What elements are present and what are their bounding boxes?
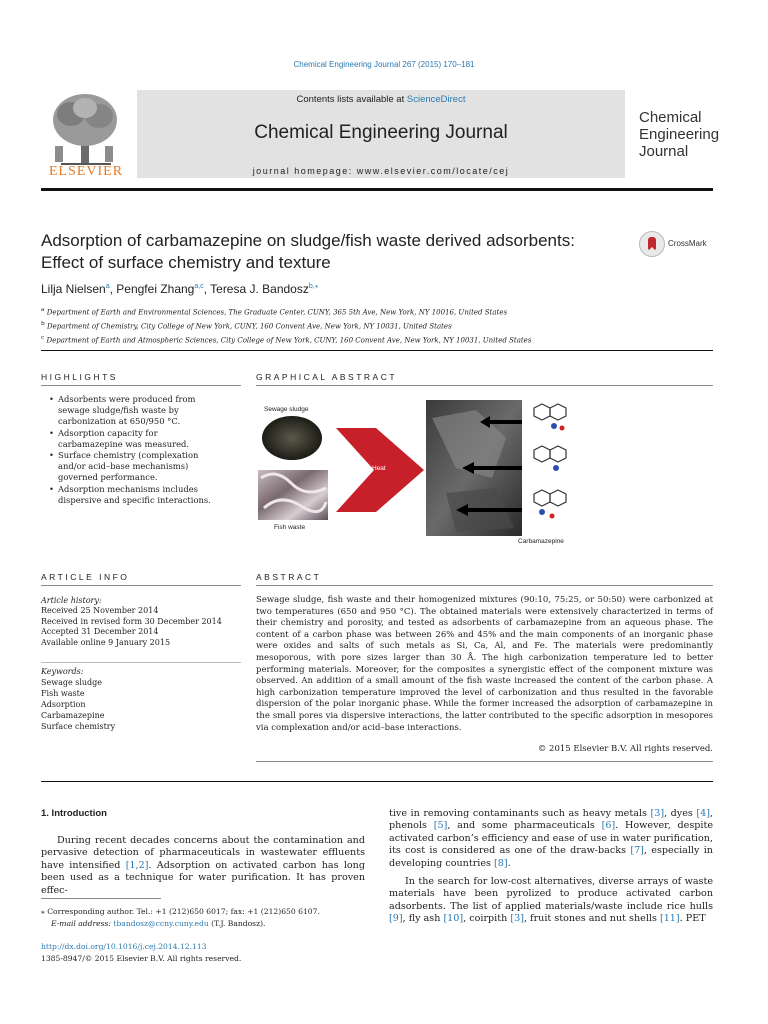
citation-link[interactable]: [5]: [433, 820, 448, 832]
highlights-list: [48, 394, 218, 506]
keyword: Surface chemistry: [41, 722, 116, 731]
crossmark-badge[interactable]: [639, 231, 717, 259]
heat-label: Heat: [372, 465, 386, 472]
affiliations: [41, 305, 713, 346]
highlight-item: • Adsorption mechanisms includes dispersive and specific interactions.: [56, 484, 218, 506]
graphical-abstract-heading: GRAPHICAL ABSTRACT: [256, 372, 398, 382]
article-info-rule: [41, 585, 241, 586]
highlights-heading: HIGHLIGHTS: [41, 372, 118, 382]
abstract-rule: [256, 585, 713, 586]
intro-paragraph-1-continued: tive in removing contaminants such as heavy metals [3], dyes [4], phenols [5], and some pharmaceuticals [6]. However, despite activated carbon’s efficiency and ease of use in water purification, its cost is considered as one of the draw-backs [7], especially in developing countries [8].: [389, 808, 713, 869]
highlight-item: • Adsorption capacity for carbamazepine was measured.: [56, 428, 218, 450]
citation-link[interactable]: [1,2]: [125, 859, 149, 871]
journal-name: Chemical Engineering Journal: [254, 122, 508, 143]
fish-waste-label: Fish waste: [274, 524, 306, 531]
journal-banner: [137, 90, 625, 178]
article-history: Article history: Received 25 November 2014 Received in revised form 30 December 2014 Accepted 31 December 2014 Available online 9 January 2015: [41, 596, 222, 647]
email-link[interactable]: tbandosz@ccny.cuny.edu: [113, 918, 209, 928]
elsevier-logo: [41, 86, 131, 178]
corresponding-author-note: ⁎ Corresponding author. Tel.: +1 (212)650 6017; fax: +1 (212)650 6107.: [41, 907, 320, 916]
author-list: Lilja Nielsen$^a$, Pengfei Zhang$^{a,c}$, Teresa J. Bandosz$^{b,⁎}$: [41, 282, 319, 296]
abstract-bottom-rule: [256, 761, 713, 762]
keyword: Fish waste: [41, 689, 85, 698]
keywords: Keywords: Sewage sludge Fish waste Adsorption Carbamazepine Surface chemistry: [41, 666, 241, 732]
crossmark-icon: [639, 231, 665, 257]
masthead-rule: [41, 188, 713, 191]
body-rule: [41, 781, 713, 782]
sciencedirect-link[interactable]: ScienceDirect: [406, 94, 466, 105]
author-name[interactable]: Pengfei Zhang: [116, 282, 195, 296]
journal-homepage: journal homepage: www.elsevier.com/locate/cej: [252, 166, 510, 176]
highlight-item: • Surface chemistry (complexation and/or acid–base mechanisms) governed performance.: [56, 450, 218, 484]
email-note: E-mail address: tbandosz@ccny.cuny.edu (T.J. Bandosz).: [51, 918, 266, 928]
journal-cover-logo: Chemical Engineering Journal: [639, 109, 720, 160]
sewage-sludge-image: [262, 416, 322, 460]
graphical-abstract-rule: [256, 385, 713, 386]
graphical-abstract-figure: [256, 398, 576, 550]
abstract-text: Sewage sludge, fish waste and their homogenized mixtures (90:10, 75:25, or 50:50) were carbonized at two temperatures (650 and 950 °C). The obtained materials were extensively characterized in terms of their chemistry and porosity, and tested as adsorbents of carbamazepine from an aqueous phase. The content of a carbon phase was between 26% and 45% and the main components of an inorganic phase were oxides and salts of such metals as Si, Ca, Al, and Fe. The materials were predominantly mesoporous, with pore sizes larger than 30 Å. The high carbonization temperature led to better performing materials. Moreover, for the composites a synergistic effect of the component mixture was observed. An addition of a small amount of the fish waste increased the content of the carbon phase. A high carbonization temperature improved the level of carbonization and thus resulted in the favorable dispersion of the polar inorganic phase. While the former increased the adsorption of carbamazepine in the small pores via dispersive interactions, the latter contributed to the specific adsorption in mesopores via complexation and/or acid–base interactions.: [256, 595, 713, 733]
doi-block: [41, 941, 371, 964]
header-rule: [41, 350, 713, 351]
sewage-sludge-label: Sewage sludge: [264, 406, 309, 413]
intro-paragraph-1: During recent decades concerns about the contamination and pervasive detection of pharmaceuticals in wastewater effluents have intensified [1,2]. Adsorption on activated carbon has long been used as a technique for water purification. It has proven effec-: [41, 835, 365, 896]
affiliation: $^b$ Department of Chemistry, City College of New York, CUNY, 160 Convent Ave, New York, NY 10031, United States: [41, 320, 452, 331]
keyword: Carbamazepine: [41, 711, 105, 720]
citation-link[interactable]: [9]: [389, 913, 403, 925]
highlight-item: • Adsorbents were produced from sewage sludge/fish waste by carbonization at 650/950 °C.: [56, 394, 218, 428]
footnote-rule: [41, 898, 161, 899]
journal-citation[interactable]: Chemical Engineering Journal 267 (2015) 170–181: [293, 60, 475, 69]
homepage-link[interactable]: www.elsevier.com/locate/cej: [356, 166, 510, 176]
footnotes: [41, 906, 365, 929]
citation-link[interactable]: [10]: [443, 913, 464, 925]
article-info-heading: ARTICLE INFO: [41, 572, 130, 582]
affiliation: $^c$ Department of Earth and Atmospheric Sciences, City College of New York, CUNY, 160 Convent Ave, New York, NY 10031, United States: [41, 334, 532, 344]
citation-link[interactable]: [7]: [630, 845, 644, 857]
abstract-copyright: © 2015 Elsevier B.V. All rights reserved.: [537, 744, 713, 754]
asterisk-icon: ⁎: [41, 907, 45, 916]
elsevier-wordmark: ELSEVIER: [48, 164, 124, 179]
citation-link[interactable]: [11]: [659, 913, 680, 925]
citation-link[interactable]: [4]: [696, 808, 710, 819]
citation-link[interactable]: [3]: [510, 913, 524, 925]
section-heading-introduction: 1. Introduction: [41, 808, 107, 819]
crossmark-label: CrossMark: [668, 239, 707, 248]
highlights-rule: [41, 385, 241, 386]
citation-link[interactable]: [6]: [601, 820, 616, 832]
citation-link[interactable]: [8]: [494, 857, 508, 869]
keywords-rule: [41, 662, 241, 663]
carbamazepine-molecule: [534, 404, 566, 519]
keyword: Sewage sludge: [41, 678, 103, 687]
keyword: Adsorption: [41, 700, 86, 709]
article-title: Adsorption of carbamazepine on sludge/fish waste derived adsorbents: Effect of surface chemistry and texture: [41, 231, 575, 272]
author-name[interactable]: Teresa J. Bandosz: [210, 282, 309, 296]
doi-link[interactable]: http://dx.doi.org/10.1016/j.cej.2014.12.113: [41, 942, 207, 951]
affiliation: $^a$ Department of Earth and Environmental Sciences, The Graduate Center, CUNY, 365 5th Ave, New York, NY 10016, United States: [41, 307, 508, 317]
citation-link[interactable]: [3]: [650, 808, 665, 819]
author-name[interactable]: Lilja Nielsen: [41, 282, 106, 296]
abstract-heading: ABSTRACT: [256, 572, 322, 582]
issn-line: 1385-8947/© 2015 Elsevier B.V. All rights reserved.: [41, 953, 242, 963]
intro-paragraph-2: In the search for low-cost alternatives, diverse arrays of waste materials have been pyrolized to produce activated carbon adsorbents. The list of applied materials/waste include rice hulls [9], fly ash [10], coirpith [3], fruit stones and nut shells [11]. PET: [389, 876, 713, 925]
contents-line: Contents lists available at ScienceDirect: [296, 94, 466, 105]
carbamazepine-label: Carbamazepine: [518, 538, 564, 545]
